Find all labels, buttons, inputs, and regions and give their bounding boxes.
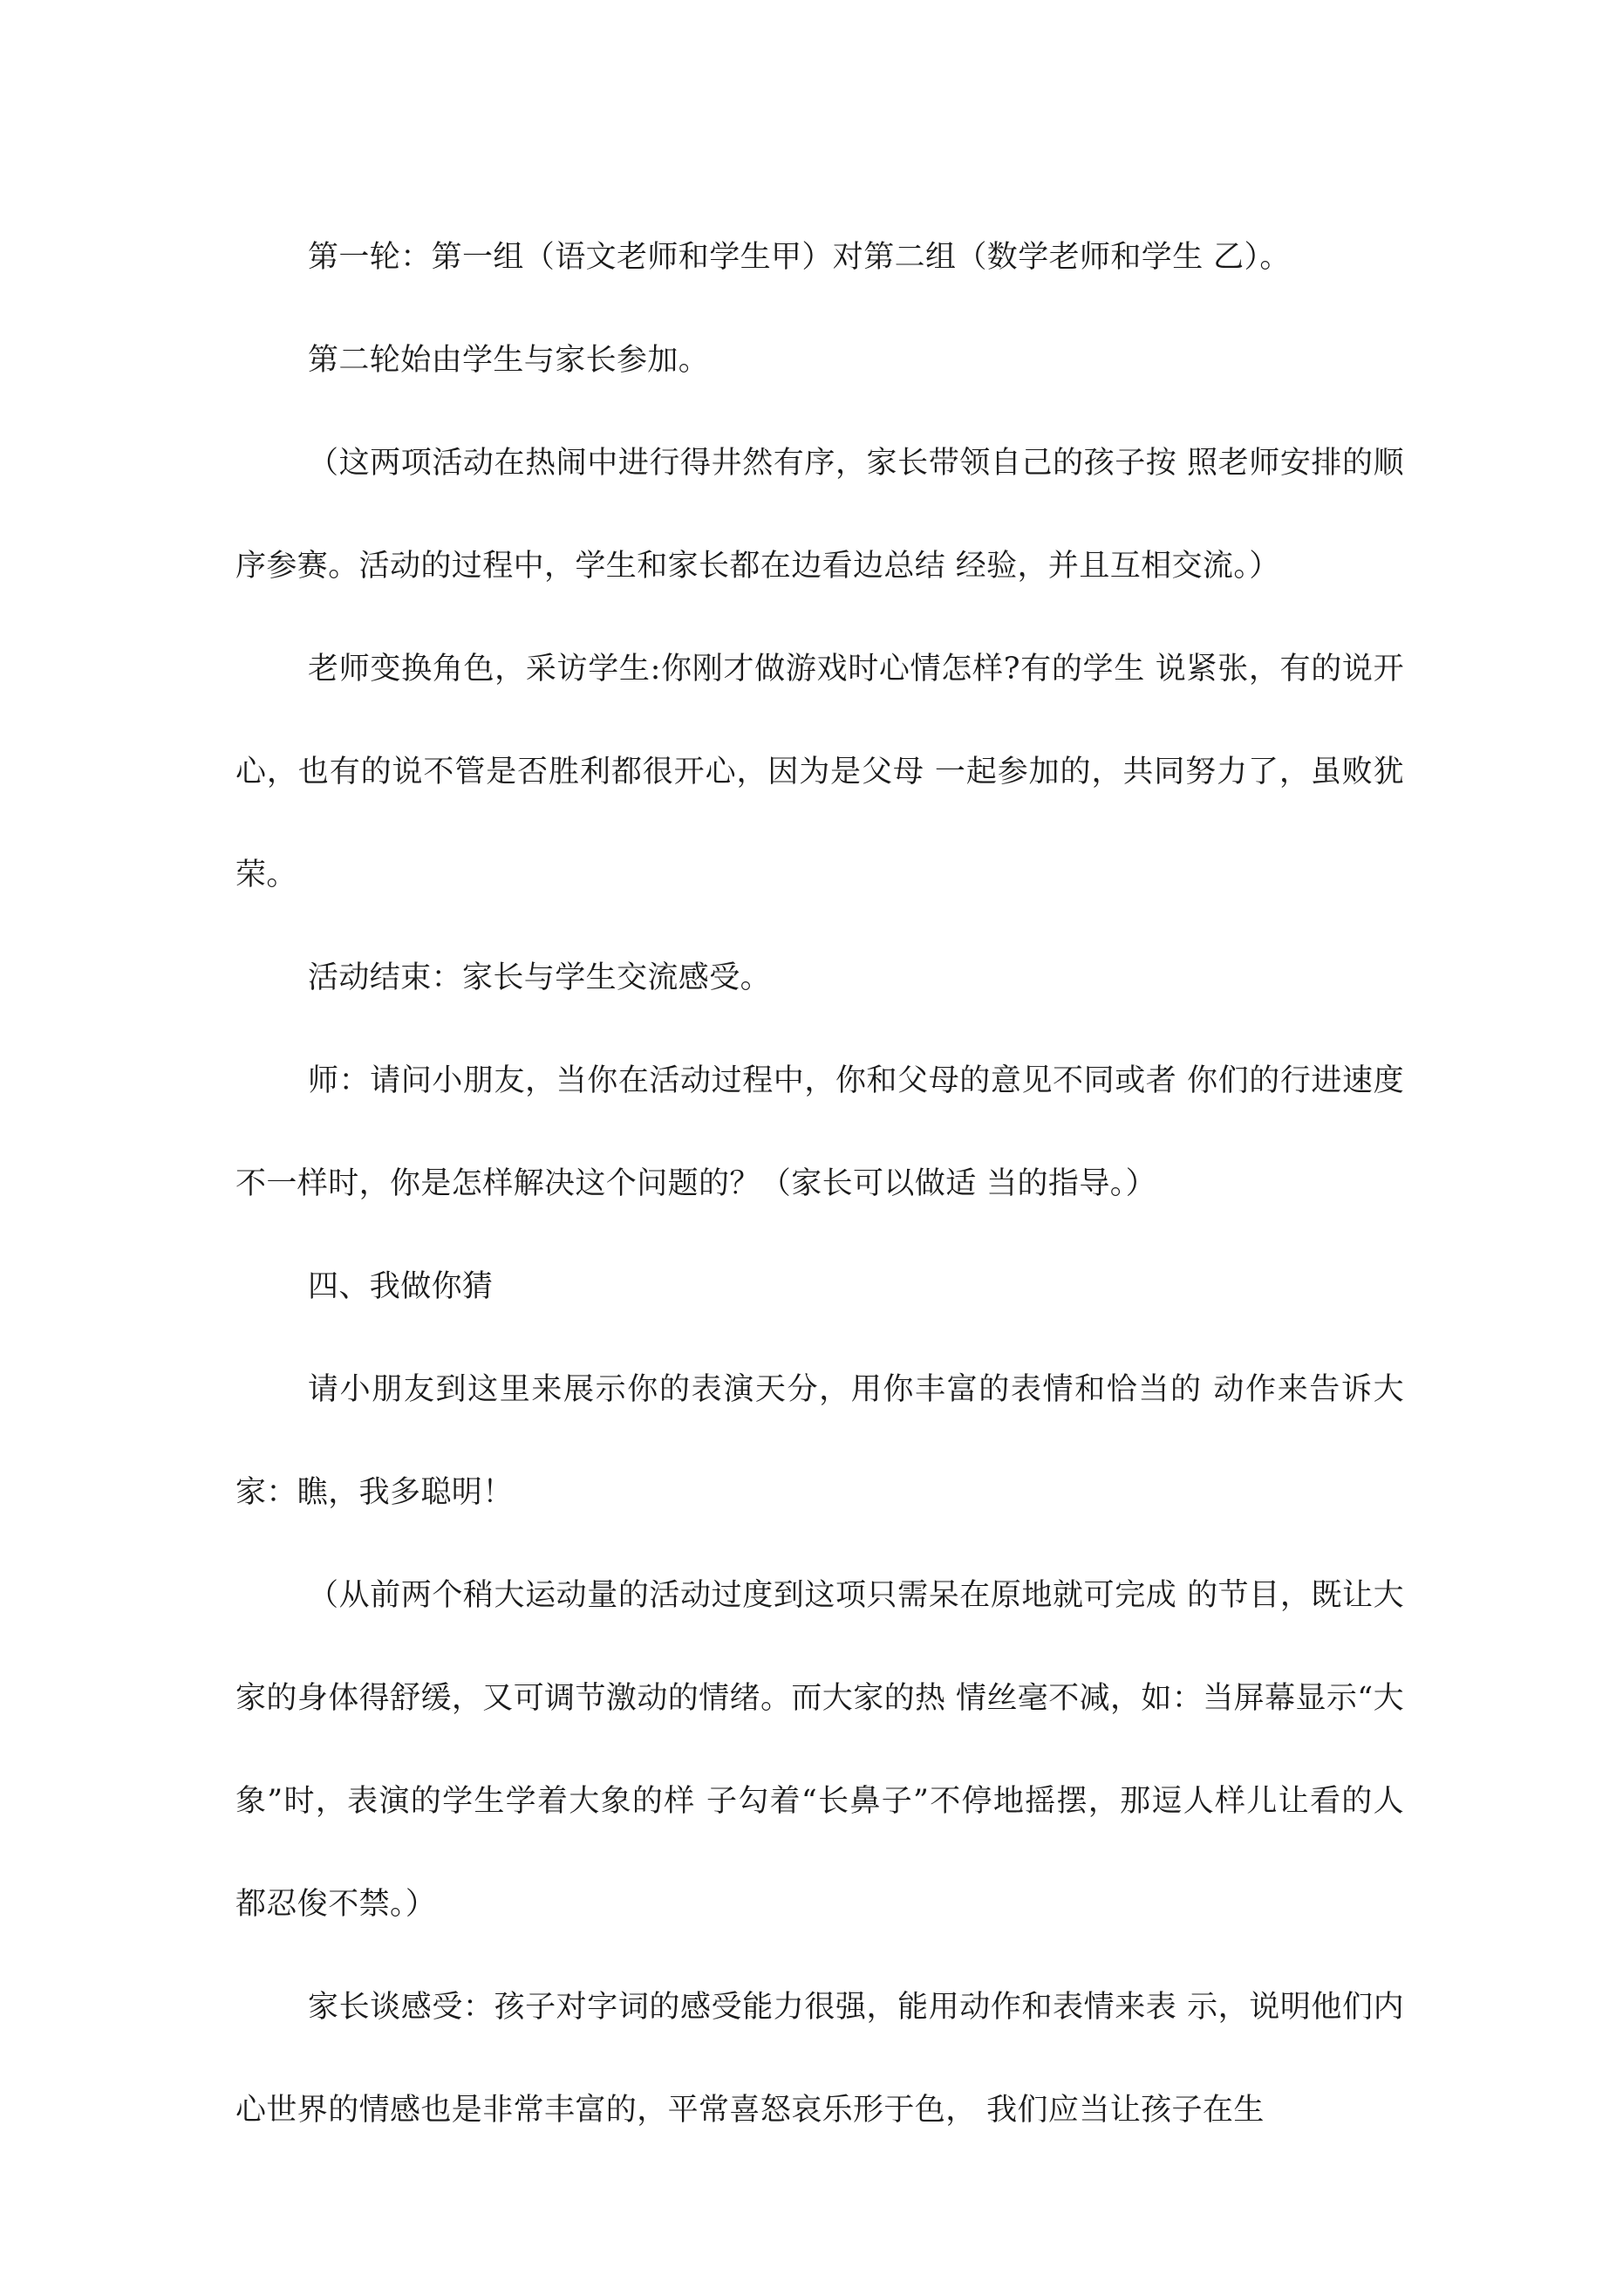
paragraph-game-note: （从前两个稍大运动量的活动过度到这项只需呆在原地就可完成 的节目，既让大家的身体得舒缓，又可调节激动的情绪。而大家的热 情丝毫不减，如：当屏幕显示“大象”时，表演的学生学着大象的样 子勾着“长鼻子”不停地摇摆，那逗人样儿让看的人都忍俊不禁。） bbox=[235, 1578, 1404, 1922]
section-heading-guess-game: 四、我做你猜 bbox=[308, 1269, 494, 1304]
document-body bbox=[235, 206, 1404, 2162]
paragraph-parent-feedback: 家长谈感受：孩子对字词的感受能力很强，能用动作和表情来表 示，说明他们内心世界的情感也是非常丰富的，平常喜怒哀乐形于色， 我们应当让孩子在生 bbox=[235, 1990, 1404, 2128]
paragraph-teacher-question: 师：请问小朋友，当你在活动过程中，你和父母的意见不同或者 你们的行进速度不一样时，你是怎样解决这个问题的？（家长可以做适 当的指导。） bbox=[235, 1063, 1404, 1201]
paragraph-activity-note: （这两项活动在热闹中进行得井然有序，家长带领自己的孩子按 照老师安排的顺序参赛。活动的过程中，学生和家长都在边看边总结 经验，并且互相交流。） bbox=[235, 446, 1404, 584]
paragraph-round-two: 第二轮始由学生与家长参加。 bbox=[308, 343, 710, 378]
paragraph-invitation: 请小朋友到这里来展示你的表演天分，用你丰富的表情和恰当的 动作来告诉大家：瞧，我多聪明！ bbox=[235, 1372, 1404, 1510]
paragraph-teacher-interview: 老师变换角色，采访学生:你刚才做游戏时心情怎样?有的学生 说紧张，有的说开心，也有的说不管是否胜利都很开心，因为是父母 一起参加的，共同努力了，虽败犹荣。 bbox=[235, 652, 1404, 892]
paragraph-activity-end: 活动结束：家长与学生交流感受。 bbox=[308, 960, 772, 995]
paragraph-round-one: 第一轮：第一组（语文老师和学生甲）对第二组（数学老师和学生 乙）。 bbox=[308, 240, 1291, 275]
